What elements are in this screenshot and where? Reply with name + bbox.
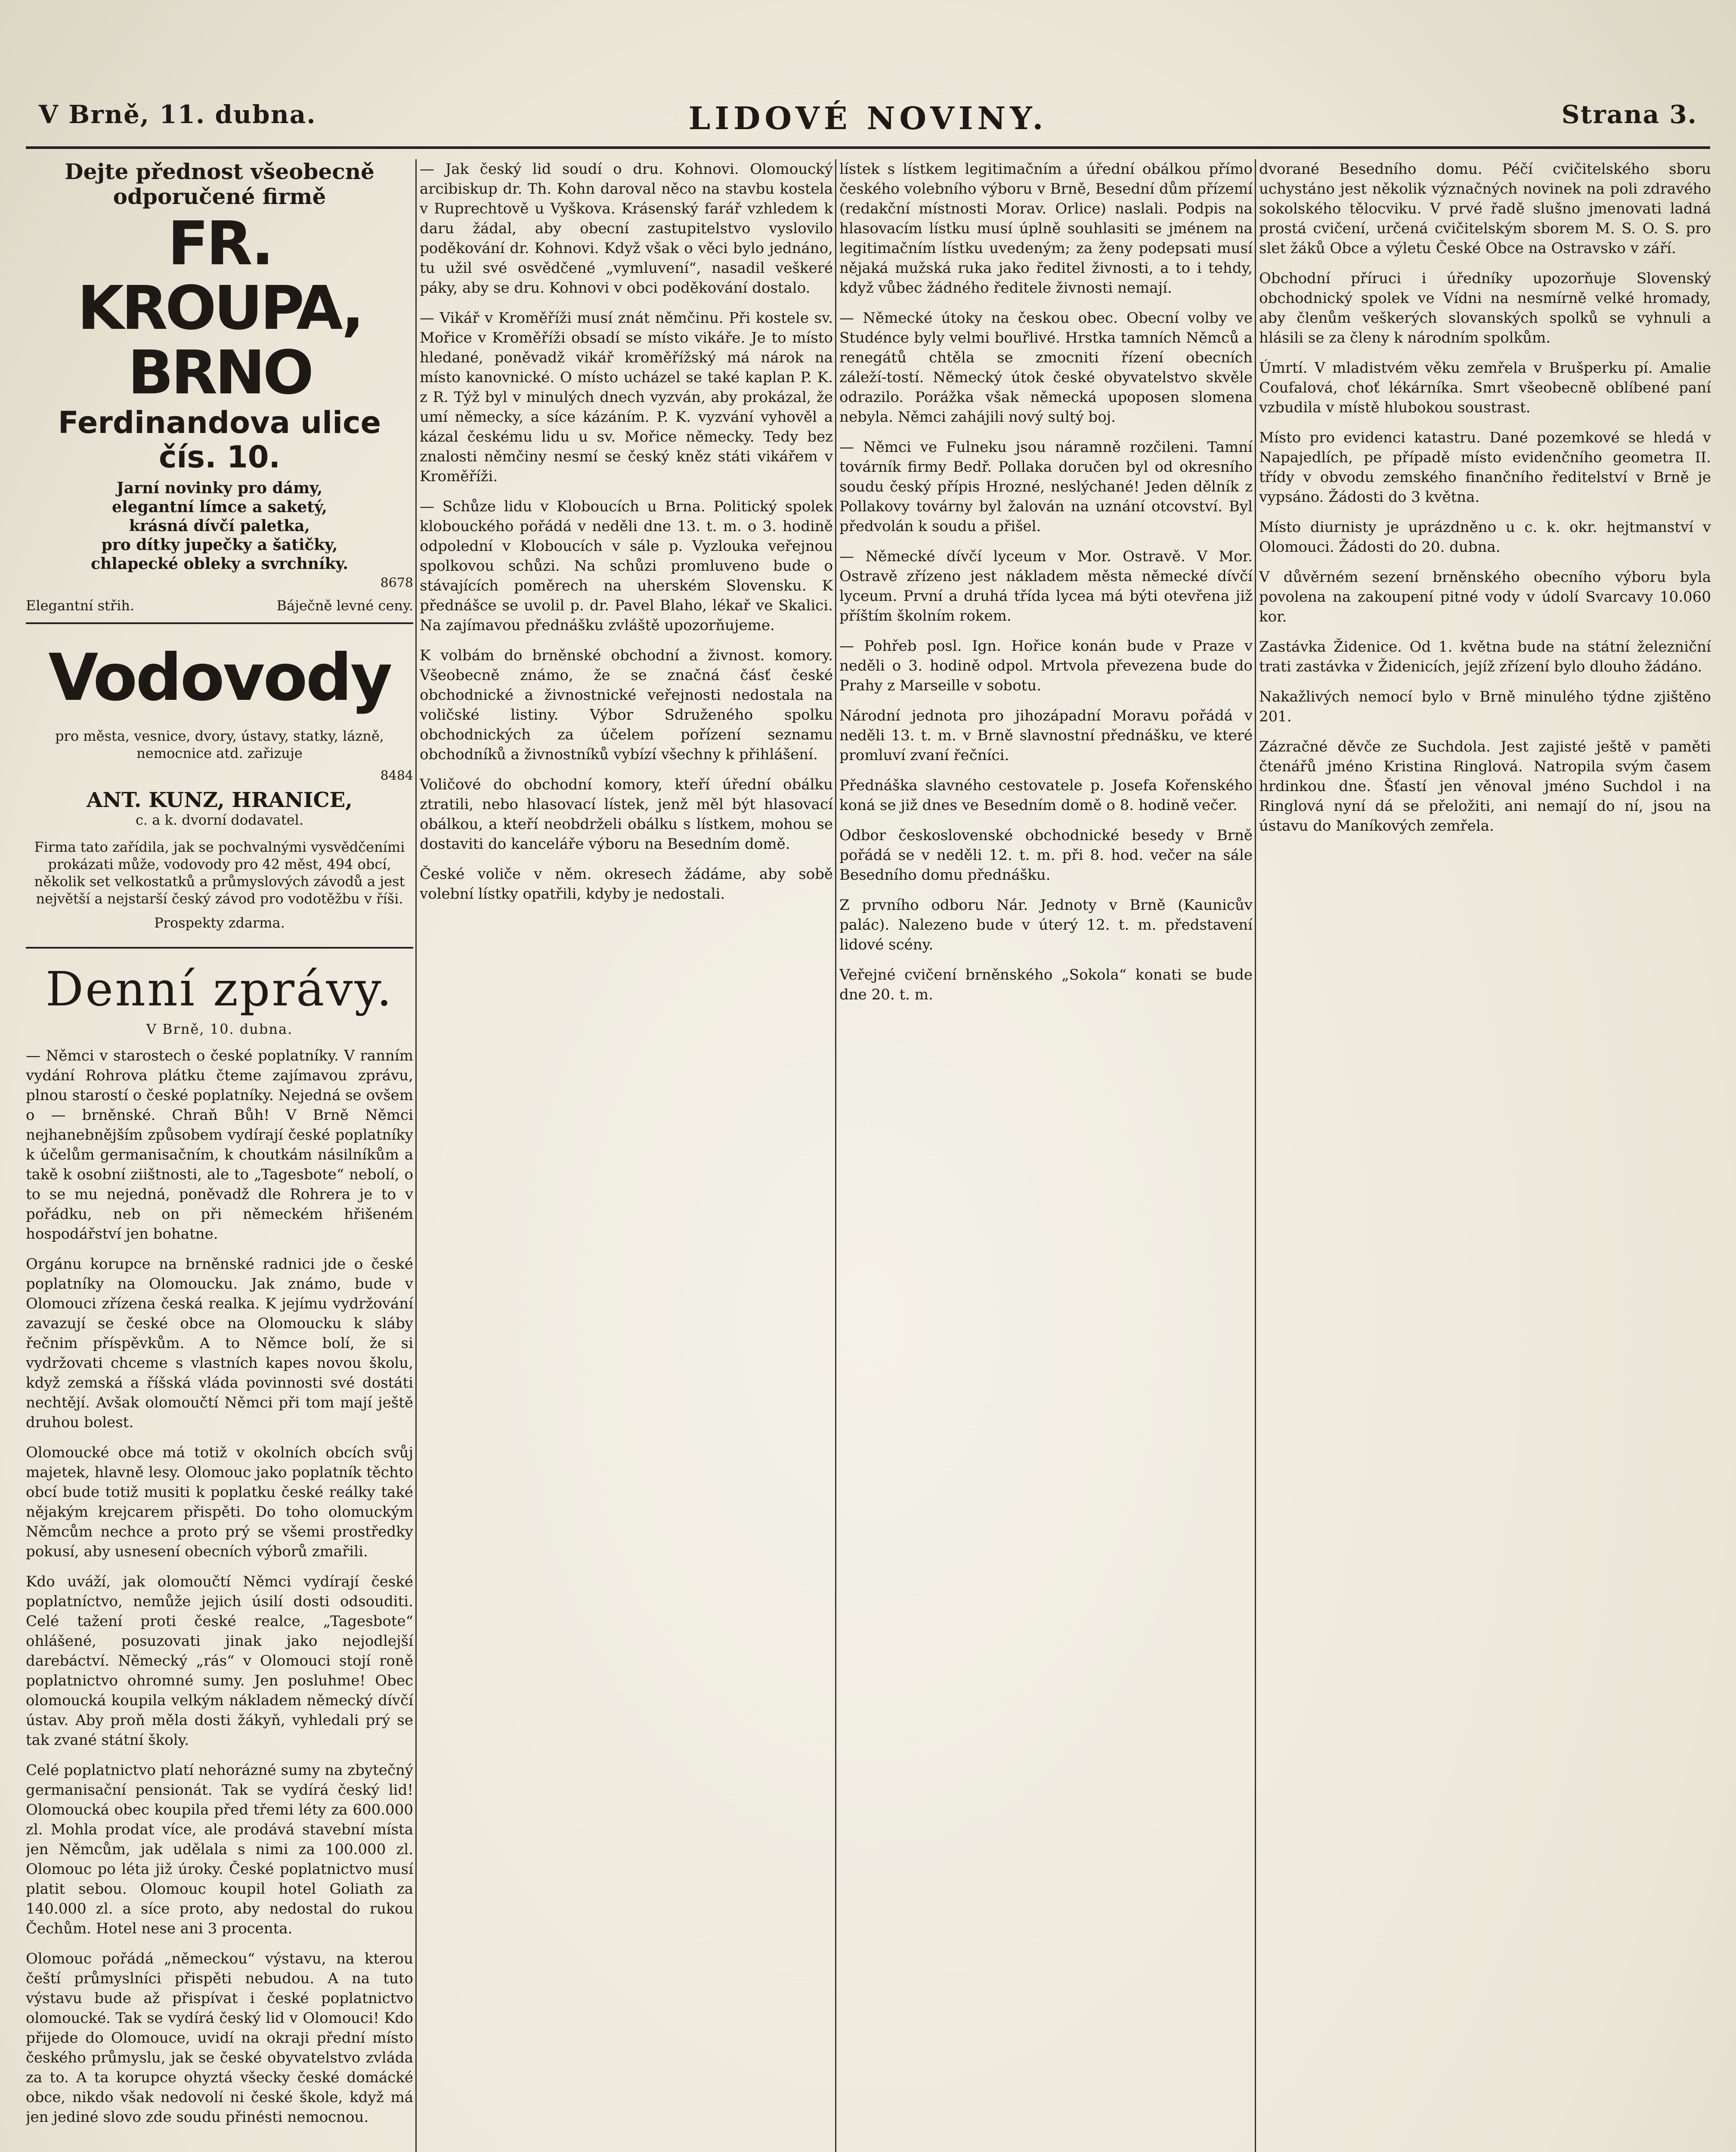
advert-kroupa <box>26 159 413 624</box>
article-paragraph: Zázračné děvče ze Suchdola. Jest zajisté ještě v paměti čtenářů jméno Kristina Ringlová. Natropila svým časem hrdinkou dne. Šťastí jen věnoval jméno Suchdol i na Ringlová nyní dá se přeložiti, ani nemají do ní, jsou na ústavu do Maníkových zemřela. <box>1259 738 1711 835</box>
advert-vodovody-number: 8484 <box>380 768 413 783</box>
article-paragraph: — Německé dívčí lyceum v Mor. Ostravě. V Mor. Ostravě zřízeno jest nákladem města německé dívčí lyceum. První a druhá třída lycea má býti otevřena již příštím školním rokem. <box>839 548 1253 625</box>
masthead <box>26 95 1710 149</box>
article-paragraph: — Jak český lid soudí o dru. Kohnovi. Olomoucký arcibiskup dr. Th. Kohn daroval něco na stavbu kostela v Ruprechtově u Vyškova. Krásenský farář vzhledem k daru žádal, aby obecní zastupitelstvo vyslovilo poděkování dr. Kohnovi. Když však o věci bylo jednáno, tu užil své osvědčené „vymluvení“, nasadil veškeré páky, aby se dru. Kohnovi v obci poděkování dostalo. <box>420 161 833 297</box>
article-paragraph: dvorané Besedního domu. Péčí cvičitelského sboru uchystáno jest několik význačných novinek na poli zdravého sokolského tělocviku. V prvé řadě slušno jmenovati ladná prostá cvičení, určená cvičitelským sborem M. S. O. S. pro slet žáků Obce a výletu České Obce na Ostravsko v září. <box>1259 161 1711 257</box>
article-paragraph: Orgánu korupce na brněnské radnici jde o české poplatníky na Olomoucku. Jak známo, bude v Olomouci zřízena česká realka. K jejímu vydržování zavazují se české obce na Olomoucku k sláby řečnim příspěvkům. A to Němce bolí, že si vydržovati chceme s vlastních kapes novou školu, když zemská a říšská vláda povinnosti své dostáti nechtějí. Avšak olomoučtí Němci při tom mají ještě druhou bolest. <box>26 1255 413 1431</box>
advert-vodovody-prospekty: Prospekty zdarma. <box>154 915 285 931</box>
advert-vodovody-subtitle: c. a k. dvorní dodavatel. <box>135 812 304 828</box>
article-paragraph: Kdo uváží, jak olomoučtí Němci vydírají české poplatníctvo, nemůže jejich úsilí dosti odsouditi. Celé tažení proti české realce, „Tagesbote“ ohlášené, posuzovati jinak jako nejodlejší darebáctví. Německý „rás“ v Olomouci stojí roně poplatnictvo ohromné sumy. Jen posluhme! Obec olomoucká koupila velkým nákladem německý dívčí ústav. Aby proň měla dosti žákyň, vyhledali prý se tak zvané státní školy. <box>26 1573 413 1749</box>
advert-kroupa-footer <box>26 597 413 614</box>
advert-kroupa-line: elegantní límce a saketý, <box>112 498 327 516</box>
article-paragraph: Z prvního odboru Nár. Jednoty v Brně (Kaunicův palác). Nalezeno bude v úterý 12. t. m. představení lidové scény. <box>839 897 1253 953</box>
article-paragraph: Veřejné cvičení brněnského „Sokola“ konati se bude dne 20. t. m. <box>839 966 1253 1003</box>
column-rule <box>415 159 417 2152</box>
article-paragraph: — Pohřeb posl. Ign. Hořice konán bude v Praze v neděli o 3. hodině odpol. Mrtvola převezena bude do Prahy z Marseille v sobotu. <box>839 637 1253 694</box>
advert-kroupa-firm: FR. KROUPA, BRNO <box>77 209 362 408</box>
article-paragraph: V důvěrném sezení brněnského obecního výboru byla povolena na zakoupení pitné vody v údolí Svarcavy 10.060 kor. <box>1259 569 1711 625</box>
article-paragraph: Přednáška slavného cestovatele p. Josefa Kořenského koná se již dnes ve Besedním domě o 8. hodině večer. <box>839 777 1253 814</box>
advert-kroupa-line: krásná dívčí paletka, <box>129 517 310 535</box>
column-rule <box>835 159 836 2152</box>
advert-kroupa-slogan: Dejte přednost všeobecně odporučené firmě <box>65 159 374 209</box>
article-paragraph: Úmrtí. V mladistvém věku zemřela v Brušperku pí. Amalie Coufalová, choť lékárníka. Smrt všeobecně oblíbené paní vzbudila v místě hlubokou soustrast. <box>1259 359 1711 416</box>
article-paragraph: Voličové do obchodní komory, kteří úřední obálku ztratili, nebo hlasovací lístek, jenž měl být hlasovací obálkou, a kteří neobdrželi obálku s lístkem, mohou se dostaviti do kanceláře výboru na Besedním domě. <box>420 776 833 853</box>
article-paragraph: Místo diurnisty je uprázdněno u c. k. okr. hejtmanství v Olomouci. Žádosti do 20. dubna. <box>1259 519 1711 556</box>
column-4 <box>1259 159 1711 2152</box>
column-2 <box>420 159 833 2152</box>
article-paragraph: — Němci v starostech o české poplatníky. V ranním vydání Rohrova plátku čteme zajímavou zprávu, plnou starostí o české poplatníky. Nejedná se ovšem o — brněnské. Chraň Bůh! V Brně Němci nejhanebnějším způsobem vydírají české poplatníky k účelům germanisačním, k choutkám násilníkům a takě k osobní ziištnosti, ale to „Tagesbote“ nebolí, o to se mu nejedná, poněvadž dle Rohrera je to v pořádku, neb on při německém hřišeném hospodářství jen bohatne. <box>26 1047 413 1243</box>
advert-kroupa-number: 8678 <box>380 575 413 591</box>
article-paragraph: — Němci ve Fulneku jsou náramně rozčileni. Tamní továrník firmy Bedř. Pollaka doručen byl od okresního soudu český přípis Hrozné, neslýchané! Jeden dělník z Pollakovy továrny byl žalován na uznání otcovství. Byl předvolán k soudu a přišel. <box>839 439 1253 535</box>
article-paragraph: Odbor československé obchodnické besedy v Brně pořádá se v neděli 12. t. m. při 8. hod. večer na sále Besedního domu přednášku. <box>839 827 1253 884</box>
article-paragraph: České voliče v něm. okresech žádáme, aby sobě volební lístky opatřili, kdyby je nedostali. <box>420 866 833 903</box>
article-paragraph: — Schůze lidu v Kloboucích u Brna. Politický spolek klobouckého pořádá v neděli dne 13. t. m. o 3. hodině odpolední v Kloboucích v sále p. Vyzlouka veřejnou spolkovou schůzi. Na schůzi promluveno bude o stávajících poměrech na uherském Slovensku. K přednášce se uvolil p. dr. Pavel Blaho, lékař ve Skalici. Na zajímavou přednášku zvláště upozorňujeme. <box>420 498 833 634</box>
article-paragraph: Zastávka Židenice. Od 1. května bude na státní železniční trati zastávka v Židenicích, jejíž zřízení bylo dlouho žádáno. <box>1259 638 1711 675</box>
advert-kroupa-line: Jarní novinky pro dámy, <box>116 479 323 497</box>
advert-kroupa-footer-left: Elegantní střih. <box>26 597 135 614</box>
column-3 <box>839 159 1253 2152</box>
section-dateline: V Brně, 10. dubna. <box>146 1021 293 1037</box>
article-paragraph: — Německé útoky na českou obec. Obecní volby ve Studénce byly velmi bouřlivé. Hrstka tamních Němců a renegátů chtěla se zmocniti řízení obecních záleží‑tostí. Německý útok české obyvatelstvo skvěle odrazilo. Porážka však německá upoposen slomena nebyla. Němci zahájili nový sultý boj. <box>839 309 1253 426</box>
article-paragraph: Nakažlivých nemocí bylo v Brně minulého týdne zjištěno 201. <box>1259 688 1711 725</box>
advert-vodovody-body: pro města, vesnice, dvory, ústavy, statky, lázně, nemocnice atd. zařizuje <box>55 728 384 761</box>
masthead-title: LIDOVÉ NOVINY. <box>688 100 1048 136</box>
advert-vodovody-fine-print: Firma tato zařídila, jak se pochvalnými vysvědčeními prokázati může, vodovody pro 42 měst, 494 obcí, několik set velkostatků a průmyslových závodů a jest největší a nejstarší český závod pro vodotěžbu v říši. <box>34 839 405 907</box>
masthead-page-number: Strana 3. <box>1561 100 1697 129</box>
advert-kroupa-line: chlapecké obleky a svrchníky. <box>91 555 348 573</box>
article-paragraph: lístek s lístkem legitimačním a úřední obálkou přímo českého volebního výboru v Brně, Besední dům přízemí (redakční místnosti Morav. Orlice) naslali. Podpis na hlasovacím lístku musí úplně souhlasiti se jménem na legitimačním lístku uvedeným; za ženy podepsati musí nějaká mužská ruka jako ředitel živnosti, a to i tehdy, když vůbec žádného ředitele živnosti nemají. <box>839 161 1253 297</box>
section-title: Denní zprávy. <box>45 962 394 1017</box>
advert-kroupa-street: Ferdinandova ulice čís. 10. <box>58 405 381 475</box>
article-paragraph: Celé poplatnictvo platí nehorázné sumy na zbytečný germanisační pensionát. Tak se vydírá český lid! Olomoucká obec koupila před třemi léty za 600.000 zl. Mohla prodat více, ale prodává stavební místa jen Němcům, jak udělala s nimi za 100.000 zl. Olomouc po léta již úroky. České poplatnictvo musí platit sebou. Olomouc koupil hotel Goliath za 140.000 zl. a síce proto, aby nedostal do rukou Čechům. Hotel nese ani 3 procenta. <box>26 1762 413 1937</box>
advert-vodovody-name: ANT. KUNZ, HRANICE, <box>87 788 353 812</box>
advert-vodovody <box>26 641 413 949</box>
article-paragraph: Místo pro evidenci katastru. Dané pozemkové se hledá v Napajedlích, pe případě místo evidenčního geometra II. třídy v obvodu zemského finančního ředitelství v Brně je vypsáno. Žádosti do 3 května. <box>1259 429 1711 506</box>
article-paragraph: Národní jednota pro jihozápadní Moravu pořádá v neděli 13. t. m. v Brně slavnostní přednášku, ve které promluví zvaní řečníci. <box>839 707 1253 764</box>
advert-kroupa-footer-right: Báječně levné ceny. <box>276 597 413 614</box>
advert-vodovody-title: Vodovody <box>48 640 391 715</box>
masthead-date: V Brně, 11. dubna. <box>39 100 316 129</box>
article-paragraph: Olomouc pořádá „německou“ výstavu, na kterou čeští průmyslníci přispěti nebudou. A na tuto výstavu bude až přispívat i české poplatnictvo olomoucké. Tak se vydírá český lid v Olomouci! Kdo přijede do Olomouce, uvidí na okraji přední místo českého průmyslu, jak se české obyvatelstvo zvláda za to. A ta korupce ohyztá všecky české domácké obce, nikdo však nedovolí ni české škole, když má jen jediné slovo zde soudu přinésti nemocnou. <box>26 1950 413 2126</box>
column-rule <box>1255 159 1256 2152</box>
article-paragraph: Olomoucké obce má totiž v okolních obcích svůj majetek, hlavně lesy. Olomouc jako poplatník těchto obcí bude totiž musiti k poplatku české reálky také nějakým krejcarem přispěti. Do toho olomuckým Němcům nechce a proto prý se všemi prostředky pokusí, aby usnesení obecních výborů zmařili. <box>26 1444 413 1560</box>
article-paragraph: — Vikář v Kroměříži musí znát němčinu. Při kostele sv. Mořice v Kroměříži obsadí se místo vikáře. Je to místo hledané, poněvadž vikář kroměřížský má nárok na místo kanovnické. O místo ucházel se také kaplan P. K. z R. Týž byl v minulých dnech vyzván, aby prokázal, že umí německy, a síce kázáním. P. K. vyzvání vyhověl a kázal českému lidu u sv. Mořice německy. Tedy bez znalosti němčiny nesmí se český kněz státi vikářem v Kroměříži. <box>420 309 833 485</box>
advert-kroupa-line: pro dítky jupečky a šatičky, <box>101 536 338 554</box>
article-paragraph: Obchodní příruci i úředníky upozorňuje Slovenský obchodnický spolek ve Vídni na nesmírně velké hromady, aby členům veškerých slovanských spolků se vyhnuli a hlásili se za členy k národním spolkům. <box>1259 270 1711 346</box>
article-paragraph: K volbám do brněnské obchodní a živnost. komory. Všeobecně známo, že se značná čásť české obchodnické a živnostnické veřejnosti nedostala na voličské listiny. Výbor Sdruženého spolku obchodnických za účelem pořízení seznamu obchodníků a živnostníků vybízí všechny k přihlášení. <box>420 647 833 763</box>
column-1 <box>26 159 413 2152</box>
